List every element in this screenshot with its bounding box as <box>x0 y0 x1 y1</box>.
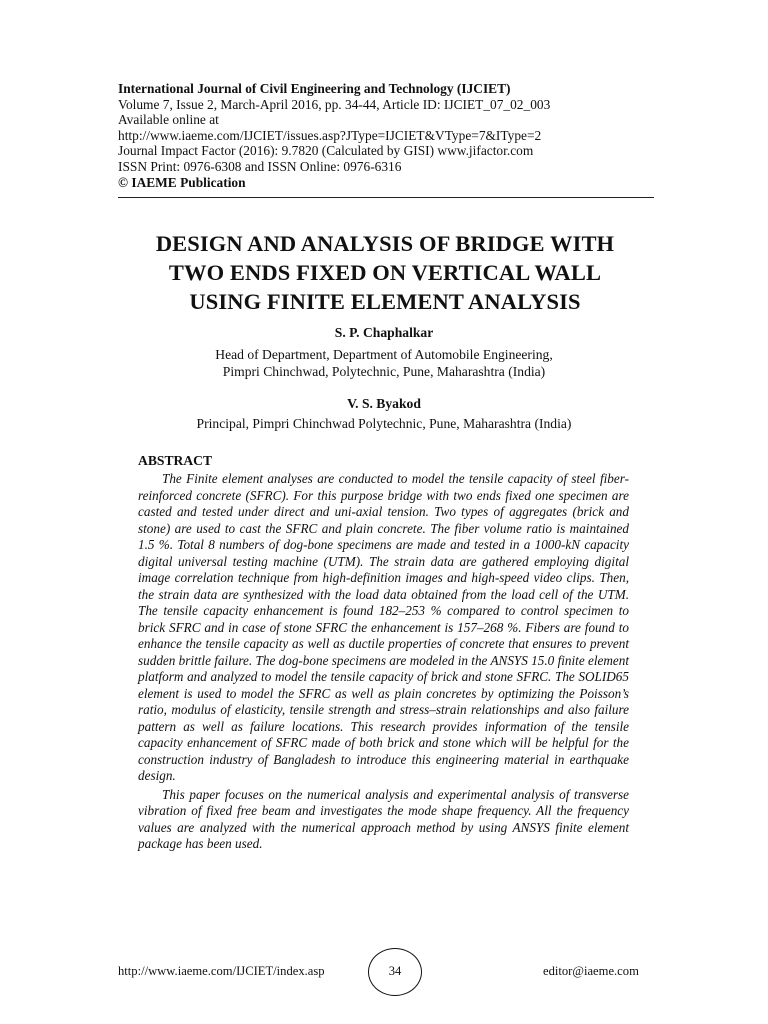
author-2-affiliation-line-1: Principal, Pimpri Chinchwad Polytechnic, Pune, Maharashtra (India) <box>196 416 572 431</box>
abstract-paragraph-1: The Finite element analyses are conducted to model the tensile capacity of steel fiber-reinforced concrete (SFRC). For this purpose bridge with two ends fixed one specimen are casted and tested under direct and uni-axial tension. Two types of aggregates (brick and stone) are used to cast the SFRC and plain concrete. The fiber volume ratio is maintained 1.5 %. Total 8 numbers of dog-bone specimens are made and tested in a 1000-kN capacity digital universal testing machine (UTM). The strain data are gathered employing digital image correlation technique from high-definition images and high-speed video clips. Then, the strain data are synthesized with the load data obtained from the load cell of the UTM. The tensile capacity enhancement is found 182–253 % compared to control specimen to brick SFRC and in case of stone SFRC the enhancement is 157–268 %. Fibers are found to enhance the tensile capacity as well as ductile properties of concrete that ensures to prevent sudden brittle failure. The dog-bone specimens are modeled in the ANSYS 15.0 finite element platform and analyzed to model the tensile capacity of brick and stone SFRC. The SOLID65 element is used to model the SFRC as well as plain concretes by optimizing the Poisson’s ratio, modulus of elasticity, tensile strength and stress–strain relationships and also failure pattern as well as failure locations. This research provides information of the tensile capacity enhancement of SFRC made of both brick and stone which will be helpful for the construction industry of Bangladesh to introduce this engineering material in earthquake design. <box>138 471 629 783</box>
footer-email-link[interactable]: editor@iaeme.com <box>543 964 639 978</box>
impact-factor: Journal Impact Factor (2016): 9.7820 (Calculated by GISI) www.jifactor.com <box>118 143 534 159</box>
author-2-name: V. S. Byakod <box>347 396 421 411</box>
page-number: 34 <box>388 964 402 978</box>
issue-url-link[interactable]: http://www.iaeme.com/IJCIET/issues.asp?JType=IJCIET&VType=7&IType=2 <box>118 127 542 143</box>
header-divider <box>118 197 654 198</box>
page-number-circle <box>368 948 422 996</box>
publisher: © IAEME Publication <box>118 174 246 190</box>
author-1-name: S. P. Chaphalkar <box>334 325 434 340</box>
issn-info: ISSN Print: 0976-6308 and ISSN Online: 0976-6316 <box>118 158 402 174</box>
journal-header <box>118 81 658 190</box>
title-line-3: USING FINITE ELEMENT ANALYSIS <box>189 289 581 314</box>
abstract-heading: ABSTRACT <box>138 453 213 468</box>
journal-name: International Journal of Civil Engineering and Technology (IJCIET) <box>118 81 511 96</box>
paper-title <box>90 229 680 316</box>
author-1-affiliation <box>84 346 684 380</box>
title-line-1: DESIGN AND ANALYSIS OF BRIDGE WITH <box>155 231 615 256</box>
volume-info: Volume 7, Issue 2, March-April 2016, pp. 34-44, Article ID: IJCIET_07_02_003 <box>118 96 551 112</box>
title-line-2: TWO ENDS FIXED ON VERTICAL WALL <box>168 260 602 285</box>
abstract-paragraph-2: This paper focuses on the numerical analysis and experimental analysis of transverse vibration of fixed free beam and investigates the mode shape frequency. All the frequency values are analyzed with the numerical approach method by using ANSYS finite element package has been used. <box>138 786 629 851</box>
abstract-body <box>138 471 629 853</box>
author-1-affiliation-line-1: Head of Department, Department of Automobile Engineering, <box>215 347 553 362</box>
author-2-affiliation <box>84 415 684 432</box>
author-1-affiliation-line-2: Pimpri Chinchwad, Polytechnic, Pune, Maharashtra (India) <box>222 364 546 379</box>
footer-url-link[interactable]: http://www.iaeme.com/IJCIET/index.asp <box>118 964 325 978</box>
available-online-label: Available online at <box>118 112 219 128</box>
